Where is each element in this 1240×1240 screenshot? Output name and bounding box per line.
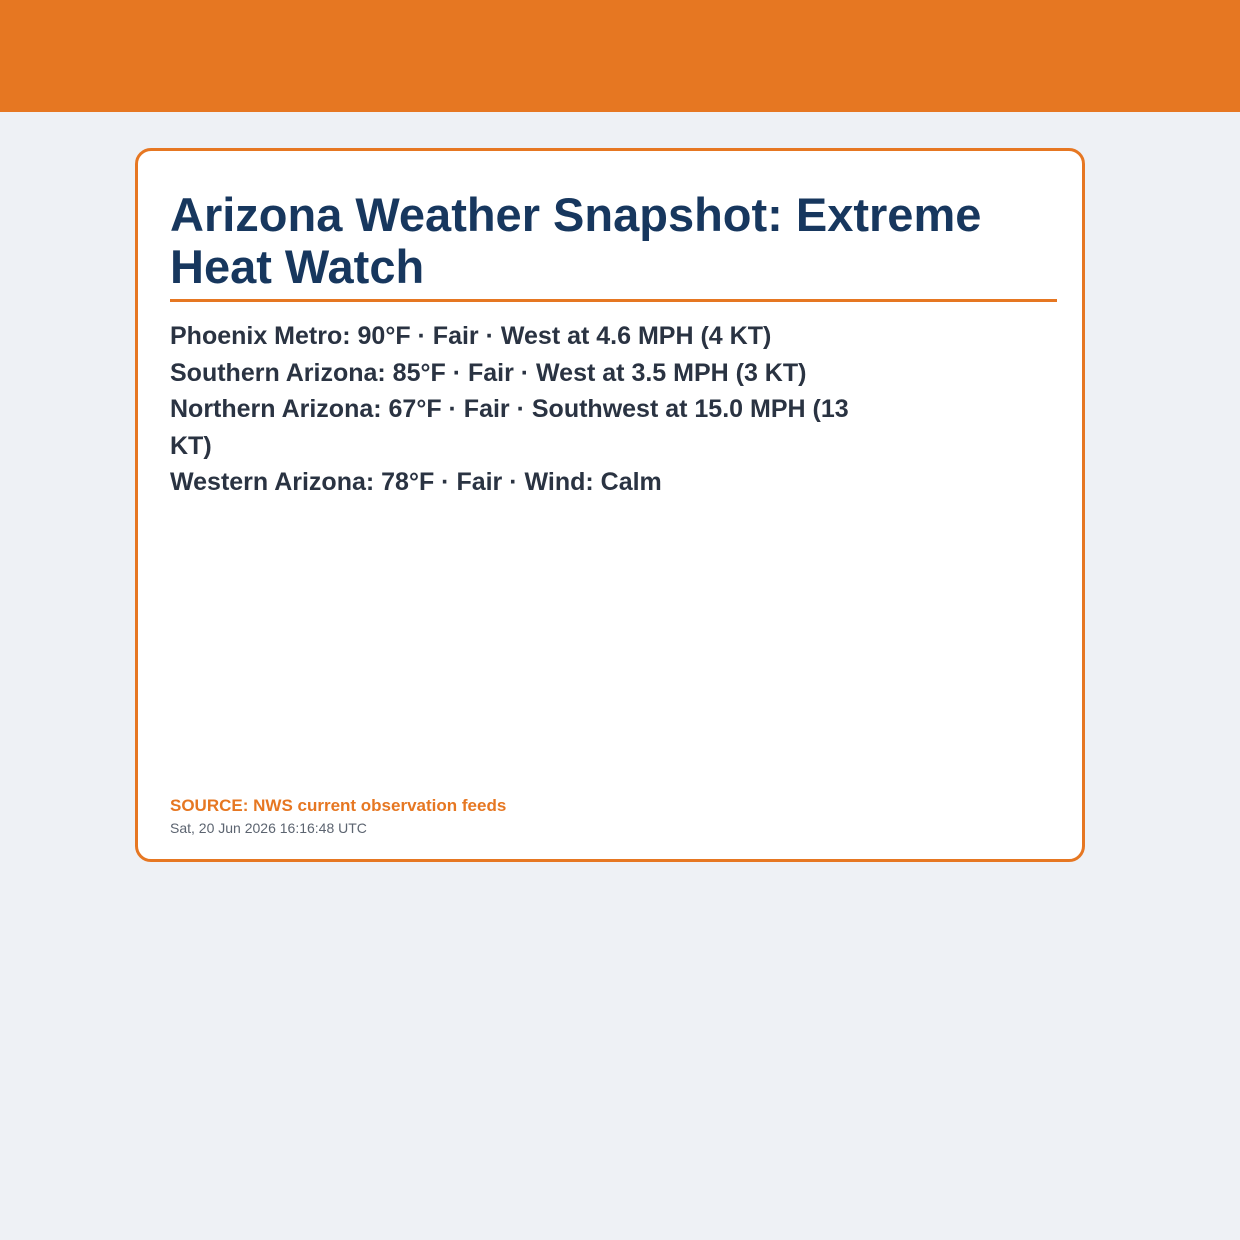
observation-list [170,318,850,501]
timestamp: Sat, 20 Jun 2026 16:16:48 UTC [170,820,367,836]
card-title: Arizona Weather Snapshot: Extreme Heat Watch [170,189,1057,302]
weather-card [135,148,1085,862]
card-footer [170,795,506,839]
card-content [170,189,1057,501]
top-banner [0,0,1240,112]
observation-southern-arizona: Southern Arizona: 85°F · Fair · West at 3.5 MPH (3 KT) [170,358,807,387]
observation-western-arizona: Western Arizona: 78°F · Fair · Wind: Calm [170,468,662,496]
observation-northern-arizona: Northern Arizona: 67°F · Fair · Southwest at 15.0 MPH (13 KT) [170,395,849,460]
observation-phoenix-metro: Phoenix Metro: 90°F · Fair · West at 4.6 MPH (4 KT) [170,322,772,350]
source-label: SOURCE: NWS current observation feeds [170,796,507,815]
